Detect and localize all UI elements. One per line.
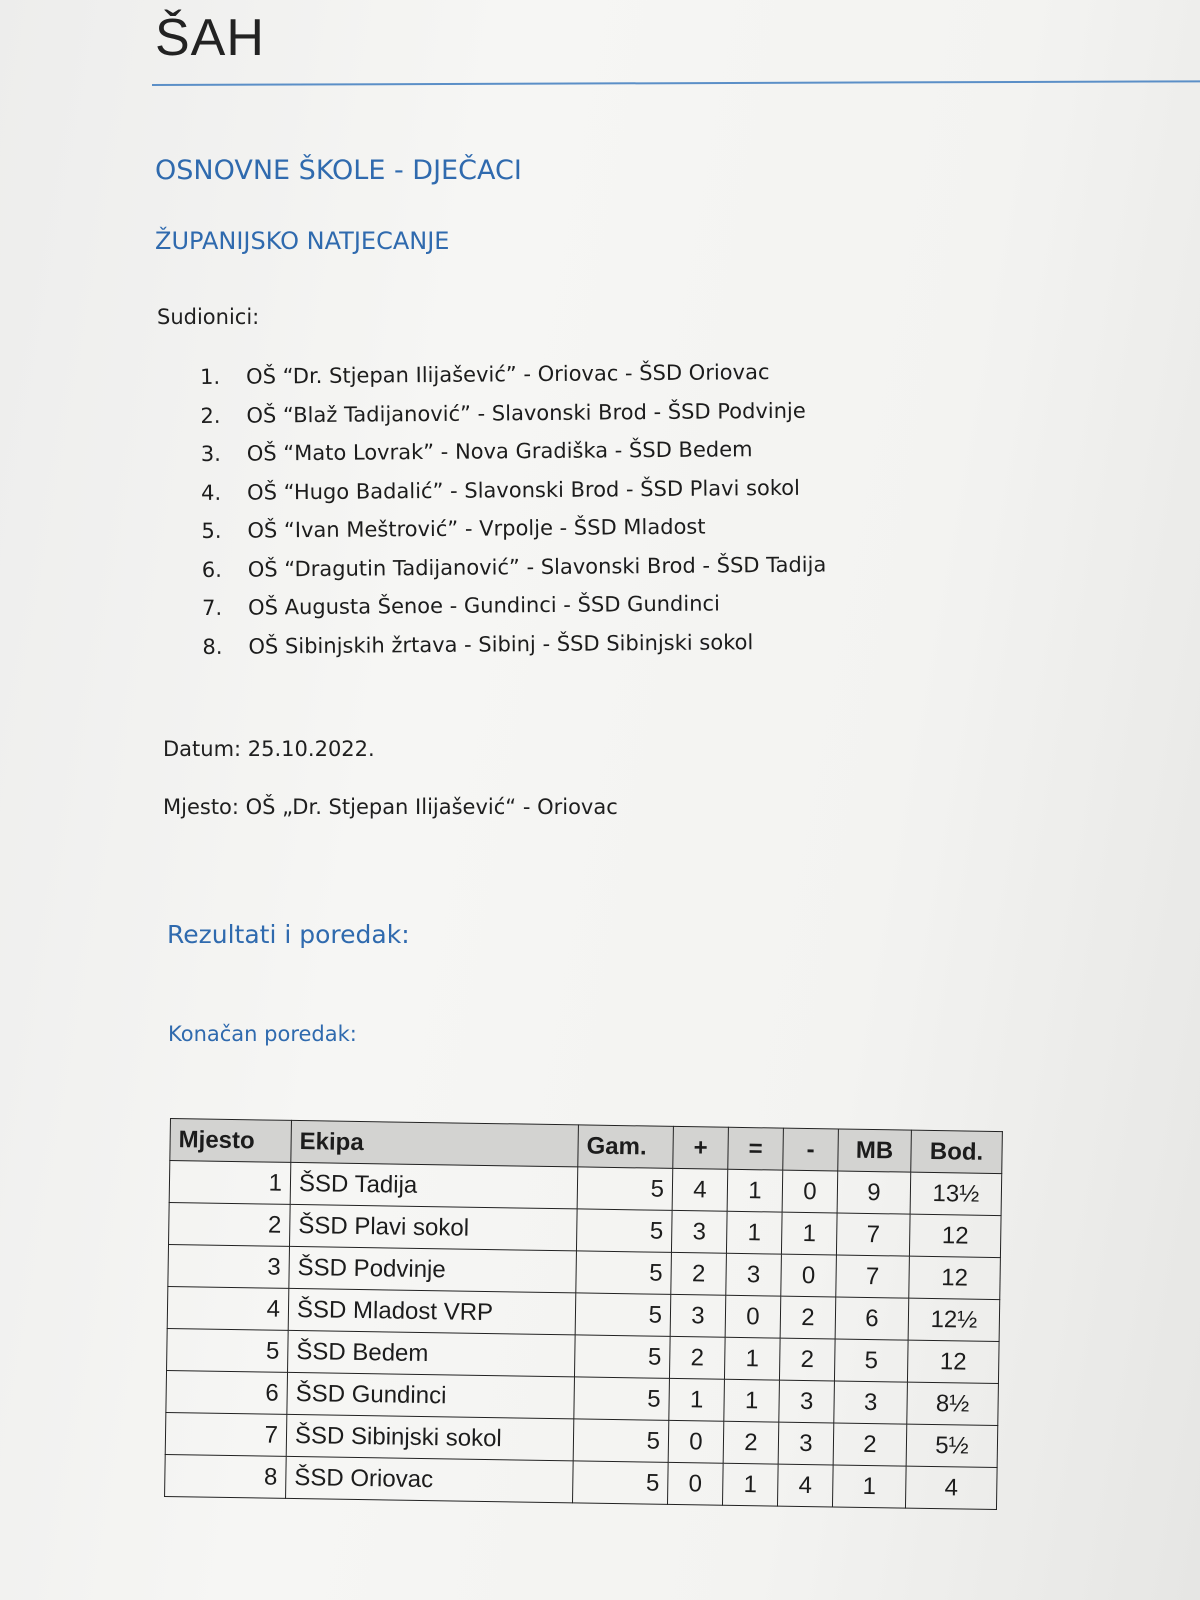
- cell-draws: 1: [724, 1379, 780, 1422]
- cell-place: 4: [167, 1286, 289, 1330]
- cell-draws: 0: [725, 1295, 781, 1338]
- list-item: [201, 514, 826, 558]
- final-standings-heading: Konačan poredak:: [168, 1022, 357, 1046]
- cell-draws: 2: [723, 1421, 779, 1464]
- category-heading: OSNOVNE ŠKOLE - DJEČACI: [155, 155, 522, 186]
- cell-games: 5: [576, 1251, 672, 1294]
- cell-mb: 1: [832, 1465, 906, 1508]
- cell-place: 7: [165, 1412, 287, 1456]
- cell-losses: 3: [778, 1422, 834, 1465]
- participants-label: Sudionici:: [157, 305, 260, 329]
- list-item: [201, 437, 826, 481]
- cell-wins: 2: [671, 1252, 727, 1295]
- cell-draws: 3: [726, 1253, 782, 1296]
- list-item-text: OŠ “Mato Lovrak” - Nova Gradiška - ŠSD Bedem: [246, 437, 753, 466]
- list-item-text: OŠ “Hugo Badalić” - Slavonski Brod - ŠSD Plavi sokol: [247, 475, 801, 505]
- cell-losses: 4: [777, 1464, 833, 1507]
- cell-losses: 3: [779, 1380, 835, 1423]
- cell-mb: 5: [834, 1339, 908, 1382]
- header-mjesto: Mjesto: [170, 1119, 292, 1163]
- cell-points: 12: [909, 1256, 1001, 1299]
- cell-team: ŠSD Tadija: [290, 1162, 578, 1209]
- cell-losses: 2: [780, 1296, 836, 1339]
- cell-points: 12: [907, 1340, 999, 1383]
- cell-place: 6: [166, 1370, 288, 1414]
- cell-games: 5: [575, 1293, 671, 1336]
- cell-games: 5: [573, 1461, 669, 1504]
- cell-place: 8: [165, 1454, 287, 1498]
- cell-place: 5: [167, 1328, 289, 1372]
- list-item-number: 4.: [201, 480, 222, 505]
- cell-losses: 0: [782, 1170, 838, 1213]
- cell-games: 5: [574, 1377, 670, 1420]
- cell-wins: 4: [672, 1168, 728, 1211]
- list-item: [200, 398, 825, 442]
- list-item: [202, 552, 827, 596]
- cell-mb: 7: [836, 1255, 910, 1298]
- list-item: [201, 475, 826, 519]
- cell-team: ŠSD Mladost VRP: [288, 1288, 576, 1335]
- standings-table: [164, 1118, 1003, 1510]
- list-item-number: 8.: [202, 634, 223, 659]
- cell-games: 5: [576, 1209, 672, 1252]
- header-games: Gam.: [578, 1125, 674, 1168]
- list-item-text: OŠ Augusta Šenoe - Gundinci - ŠSD Gundinci: [248, 591, 720, 620]
- list-item-number: 6.: [201, 557, 222, 582]
- cell-draws: 1: [722, 1463, 778, 1506]
- cell-games: 5: [577, 1167, 673, 1210]
- cell-points: 12½: [908, 1298, 1000, 1341]
- cell-team: ŠSD Gundinci: [287, 1372, 575, 1419]
- list-item-number: 2.: [200, 403, 221, 428]
- header-points: Bod.: [911, 1130, 1003, 1173]
- page-title: ŠAH: [155, 9, 265, 67]
- cell-draws: 1: [727, 1169, 783, 1212]
- cell-wins: 3: [671, 1210, 727, 1253]
- list-item-text: OŠ “Blaž Tadijanović” - Slavonski Brod - ŠSD Podvinje: [246, 398, 806, 428]
- cell-mb: 3: [834, 1381, 908, 1424]
- cell-points: 13½: [910, 1172, 1002, 1215]
- list-item-number: 5.: [201, 518, 222, 543]
- list-item: [202, 591, 827, 635]
- event-venue: Mjesto: OŠ „Dr. Stjepan Ilijašević“ - Oriovac: [163, 795, 618, 819]
- header-wins: +: [673, 1126, 729, 1169]
- header-mb: MB: [838, 1129, 912, 1172]
- list-item-text: OŠ “Dragutin Tadijanović” - Slavonski Brod - ŠSD Tadija: [247, 552, 827, 582]
- cell-losses: 1: [781, 1212, 837, 1255]
- event-date: Datum: 25.10.2022.: [163, 737, 375, 761]
- list-item-number: 3.: [200, 441, 221, 466]
- cell-wins: 0: [667, 1462, 723, 1505]
- cell-team: ŠSD Plavi sokol: [289, 1204, 577, 1251]
- cell-place: 2: [169, 1202, 291, 1246]
- list-item: [202, 629, 827, 673]
- cell-team: ŠSD Bedem: [288, 1330, 576, 1377]
- cell-draws: 1: [724, 1337, 780, 1380]
- participants-list: [200, 360, 827, 673]
- cell-losses: 2: [779, 1338, 835, 1381]
- cell-games: 5: [574, 1335, 670, 1378]
- competition-heading: ŽUPANIJSKO NATJECANJE: [155, 227, 450, 255]
- cell-losses: 0: [781, 1254, 837, 1297]
- cell-mb: 2: [833, 1423, 907, 1466]
- list-item-number: 1.: [200, 364, 221, 389]
- cell-mb: 9: [837, 1171, 911, 1214]
- cell-wins: 1: [669, 1378, 725, 1421]
- list-item: [200, 360, 825, 404]
- list-item-number: 7.: [202, 595, 223, 620]
- title-divider: [152, 80, 1200, 86]
- cell-mb: 6: [835, 1297, 909, 1340]
- cell-team: ŠSD Podvinje: [289, 1246, 577, 1293]
- results-heading: Rezultati i poredak:: [167, 920, 410, 949]
- cell-points: 8½: [907, 1382, 999, 1425]
- header-ekipa: Ekipa: [291, 1120, 579, 1167]
- cell-wins: 3: [670, 1294, 726, 1337]
- cell-points: 5½: [906, 1424, 998, 1467]
- cell-points: 12: [909, 1214, 1001, 1257]
- cell-points: 4: [905, 1466, 997, 1509]
- cell-place: 3: [168, 1244, 290, 1288]
- cell-draws: 1: [726, 1211, 782, 1254]
- cell-wins: 2: [669, 1336, 725, 1379]
- header-draws: =: [728, 1127, 784, 1170]
- cell-team: ŠSD Oriovac: [286, 1456, 574, 1503]
- list-item-text: OŠ “Dr. Stjepan Ilijašević” - Oriovac - ŠSD Oriovac: [245, 360, 770, 389]
- cell-place: 1: [169, 1161, 291, 1205]
- cell-games: 5: [573, 1419, 669, 1462]
- cell-team: ŠSD Sibinjski sokol: [286, 1414, 574, 1461]
- list-item-text: OŠ “Ivan Meštrović” - Vrpolje - ŠSD Mladost: [247, 514, 706, 543]
- header-losses: -: [783, 1128, 839, 1171]
- list-item-text: OŠ Sibinjskih žrtava - Sibinj - ŠSD Sibinjski sokol: [248, 629, 754, 659]
- cell-wins: 0: [668, 1420, 724, 1463]
- cell-mb: 7: [836, 1213, 910, 1256]
